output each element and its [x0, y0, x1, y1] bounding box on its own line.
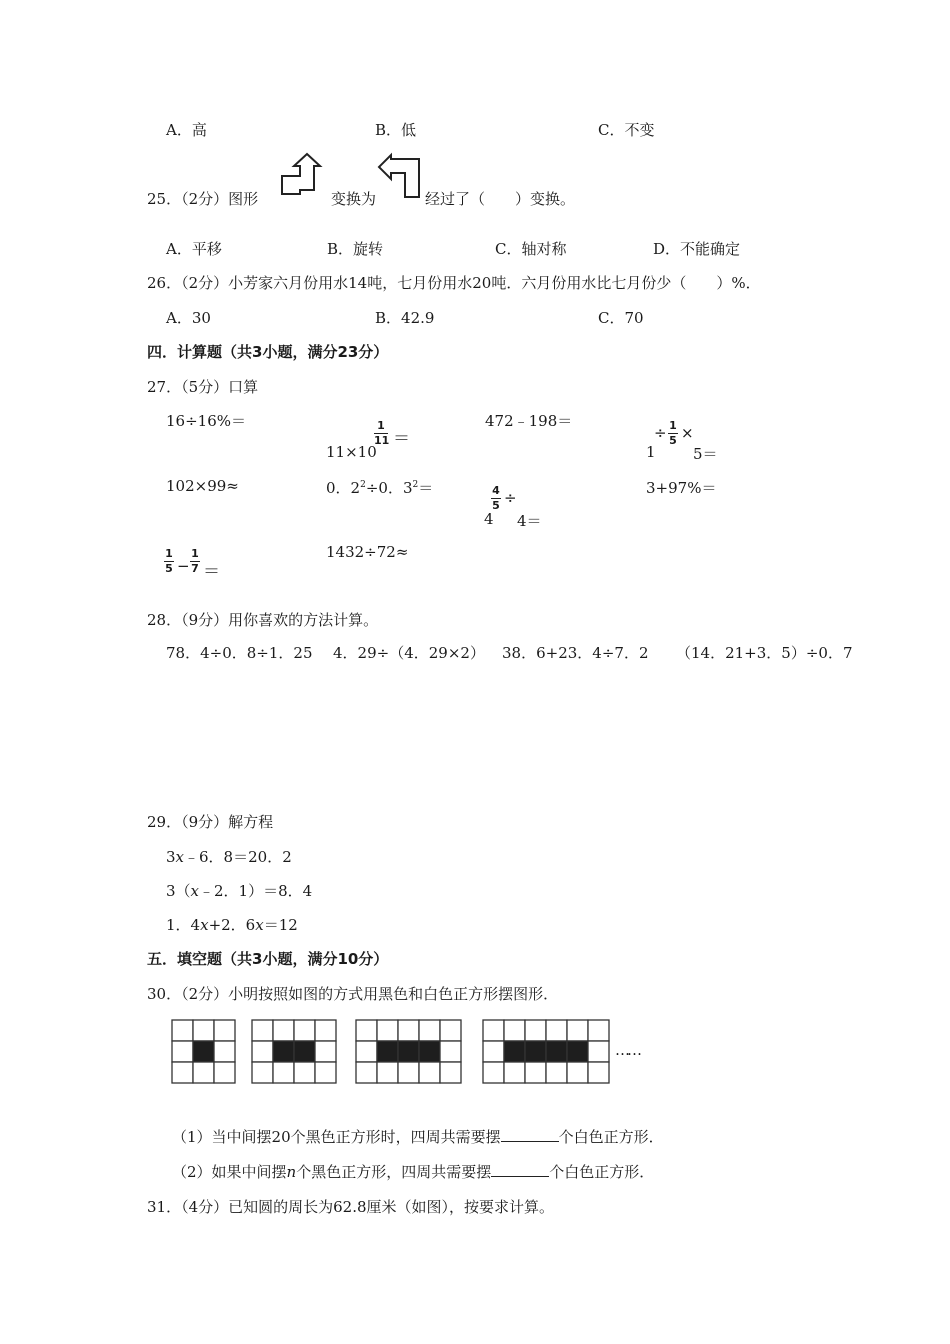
q27-item-d-five: 5＝	[693, 445, 718, 463]
q27-item-f-exp1: 2	[360, 480, 366, 490]
white-square	[172, 1062, 193, 1083]
q26-option-b: B．42.9	[375, 309, 435, 327]
white-square	[214, 1041, 235, 1062]
q31-text: 已知圆的周长为62.8厘米（如图），按要求计算。	[228, 1198, 555, 1216]
q27-item-f-base1: 0．2	[326, 479, 361, 497]
white-square	[252, 1041, 273, 1062]
white-square	[252, 1020, 273, 1041]
section-5-title: 五．填空题（共3小题，满分10分）	[147, 950, 389, 968]
white-square	[525, 1020, 546, 1041]
q27-item-b-equals: ＝	[393, 429, 410, 449]
black-square	[419, 1041, 440, 1062]
white-square	[588, 1062, 609, 1083]
q27-item-f-exp2: 2	[412, 480, 419, 490]
q27-item-g-whole: 4	[484, 510, 494, 528]
q25-text-1: 图形	[228, 190, 259, 208]
white-square	[525, 1062, 546, 1083]
square-pattern-1	[172, 1020, 235, 1083]
q30-sub-2-suffix: 个白色正方形．	[549, 1163, 655, 1181]
q31-number: 31．	[147, 1198, 182, 1216]
q28-item-2: 4．29÷（4．29×2）	[333, 644, 485, 662]
white-square	[315, 1041, 336, 1062]
white-square	[315, 1020, 336, 1041]
q28-item-4: （14．21+3．5）÷0．7	[676, 644, 853, 662]
q28-number: 28．	[147, 611, 182, 629]
q25-option-c: C．轴对称	[495, 240, 567, 258]
q30-number: 30．	[147, 985, 182, 1003]
answer-blank-2[interactable]	[491, 1162, 549, 1177]
q27-item-a: 16÷16%＝	[166, 412, 246, 430]
fraction-numerator: 4	[492, 484, 500, 497]
eq-part: 1．4	[166, 916, 201, 934]
q27-score: （5分）	[181, 378, 229, 396]
white-square	[546, 1062, 567, 1083]
white-square	[273, 1020, 294, 1041]
q27-text: 口算	[228, 378, 259, 396]
q26-score: （2分）	[181, 274, 229, 292]
white-square	[172, 1020, 193, 1041]
eq-part: ﹣2．1）＝8．4	[199, 882, 313, 900]
white-square	[252, 1062, 273, 1083]
fraction-denominator: 7	[191, 562, 199, 575]
q27-item-d-multiply: ×	[681, 424, 694, 442]
black-square	[398, 1041, 419, 1062]
q30-text: 小明按照如图的方式用黑色和白色正方形摆图形．	[228, 985, 559, 1003]
q26-option-c: C．70	[598, 309, 644, 327]
q30-sub-2-variable: n	[286, 1163, 297, 1181]
white-square	[440, 1020, 461, 1041]
white-square	[588, 1020, 609, 1041]
white-square	[567, 1062, 588, 1083]
q24-option-c: C．不变	[598, 121, 655, 139]
eq-part: 3	[166, 848, 176, 866]
white-square	[356, 1020, 377, 1041]
eq-variable: x	[255, 916, 264, 934]
fraction-denominator: 5	[669, 434, 677, 447]
white-square	[504, 1020, 525, 1041]
q27-item-i-minus: −	[177, 557, 190, 575]
black-square	[567, 1041, 588, 1062]
q27-item-b-base: 11×10	[326, 443, 377, 461]
q25-text-3: 经过了（ ）变换。	[425, 190, 576, 208]
q27-item-g-rest: 4＝	[517, 512, 542, 530]
q30-score: （2分）	[181, 985, 229, 1003]
eq-variable: x	[175, 848, 185, 866]
q26-text: 小芳家六月份用水14吨，七月份用水20吨．六月份用水比七月份少（ ）%．	[228, 274, 761, 292]
fraction-denominator: 11	[374, 434, 390, 447]
answer-blank-1[interactable]	[501, 1127, 559, 1142]
white-square	[377, 1020, 398, 1041]
fraction-numerator: 1	[669, 419, 677, 432]
white-square	[356, 1062, 377, 1083]
white-square	[193, 1062, 214, 1083]
white-square	[546, 1020, 567, 1041]
eq-part: 3（	[166, 882, 191, 900]
q27-item-g-divide: ÷	[504, 489, 517, 507]
fraction-denominator: 5	[492, 499, 500, 512]
q27-item-c: 472﹣198＝	[485, 412, 573, 430]
eq-part: ＝12	[263, 916, 298, 934]
white-square	[193, 1020, 214, 1041]
q27-item-i-equals: ＝	[203, 562, 220, 582]
q25-number: 25．	[147, 190, 182, 208]
white-square	[377, 1062, 398, 1083]
q27-item-f-base2: ÷0．3	[365, 479, 413, 497]
white-square	[483, 1062, 504, 1083]
square-pattern-3	[356, 1020, 461, 1083]
square-pattern-2	[252, 1020, 336, 1083]
white-square	[398, 1062, 419, 1083]
black-square	[377, 1041, 398, 1062]
white-square	[294, 1062, 315, 1083]
square-pattern-4	[483, 1020, 609, 1083]
eq-variable: x	[190, 882, 200, 900]
black-square	[546, 1041, 567, 1062]
white-square	[588, 1041, 609, 1062]
black-square	[504, 1041, 525, 1062]
q30-sub-1-text: （1）当中间摆20个黑色正方形时，四周共需要摆	[172, 1128, 501, 1146]
q27-number: 27．	[147, 378, 182, 396]
q27-item-f-equals: ＝	[418, 479, 434, 497]
white-square	[294, 1020, 315, 1041]
white-square	[419, 1020, 440, 1041]
fraction-denominator: 5	[165, 562, 173, 575]
q26-number: 26．	[147, 274, 182, 292]
white-square	[483, 1020, 504, 1041]
q30-sub-2-text: （2）如果中间摆	[172, 1163, 287, 1181]
black-square	[294, 1041, 315, 1062]
white-square	[440, 1062, 461, 1083]
white-square	[356, 1041, 377, 1062]
white-square	[214, 1020, 235, 1041]
q25-option-a: A．平移	[166, 240, 222, 258]
q30-sub-1	[172, 1126, 664, 1147]
q28-item-3: 38．6+23．4÷7．2	[502, 644, 649, 662]
white-square	[440, 1041, 461, 1062]
q25-score: （2分）	[181, 190, 229, 208]
q24-option-a: A．高	[166, 121, 207, 139]
white-square	[567, 1020, 588, 1041]
white-square	[214, 1062, 235, 1083]
q31-stem	[147, 1196, 554, 1217]
eq-variable: x	[200, 916, 209, 934]
q30-sub-2-mid: 个黑色正方形，四周共需要摆	[296, 1163, 492, 1181]
q29-score: （9分）	[181, 813, 229, 831]
white-square	[504, 1062, 525, 1083]
q30-sub-2	[172, 1161, 654, 1182]
q29-text: 解方程	[228, 813, 274, 831]
fraction-numerator: 1	[377, 419, 385, 432]
q28-text: 用你喜欢的方法计算。	[228, 611, 379, 629]
white-square	[315, 1062, 336, 1083]
eq-part: +2．6	[208, 916, 256, 934]
q27-item-j: 1432÷72≈	[326, 543, 409, 561]
q27-item-e: 102×99≈	[166, 477, 239, 495]
black-square	[525, 1041, 546, 1062]
section-4-title: 四．计算题（共3小题，满分23分）	[147, 343, 389, 361]
q28-score: （9分）	[181, 611, 229, 629]
q27-item-d-divide: ÷	[654, 424, 667, 442]
q25-option-b: B．旋转	[327, 240, 384, 258]
q26-option-a: A．30	[166, 309, 211, 327]
black-square	[193, 1041, 214, 1062]
black-square	[273, 1041, 294, 1062]
q31-score: （4分）	[181, 1198, 229, 1216]
q30-sub-1-suffix: 个白色正方形．	[558, 1128, 664, 1146]
q29-number: 29．	[147, 813, 182, 831]
q28-item-1: 78．4÷0．8÷1．25	[166, 644, 313, 662]
white-square	[419, 1062, 440, 1083]
white-square	[398, 1020, 419, 1041]
white-square	[483, 1041, 504, 1062]
fraction-numerator: 1	[191, 547, 199, 560]
eq-part: ﹣6．8＝20．2	[184, 848, 292, 866]
pattern-ellipsis: ……	[615, 1041, 639, 1059]
fraction-numerator: 1	[165, 547, 173, 560]
q27-item-h: 3+97%＝	[646, 479, 717, 497]
q25-option-d: D．不能确定	[653, 240, 741, 258]
q25-text-2: 变换为	[331, 190, 377, 208]
white-square	[172, 1041, 193, 1062]
q24-option-b: B．低	[375, 121, 417, 139]
white-square	[273, 1062, 294, 1083]
q27-item-d-one: 1	[646, 443, 656, 461]
